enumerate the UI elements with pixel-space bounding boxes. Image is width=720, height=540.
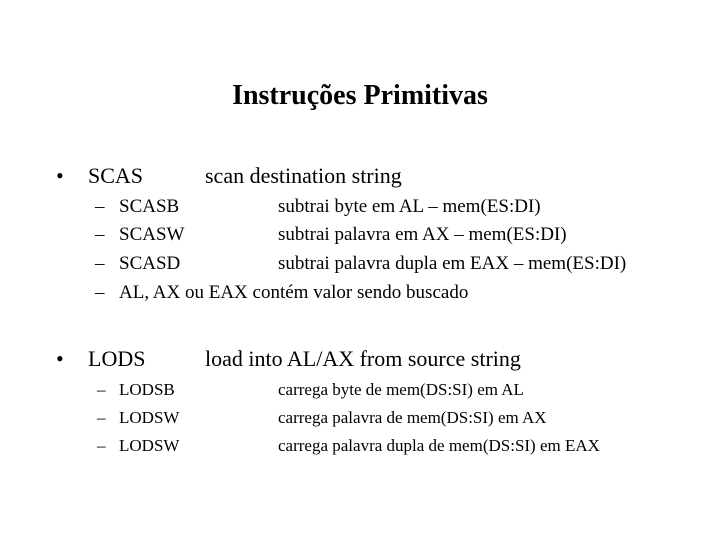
instruction-description: subtrai palavra em AX – mem(ES:DI) — [278, 224, 567, 245]
section-keyword: SCAS — [88, 163, 144, 188]
dash: – — [97, 436, 106, 455]
instruction-name: LODSW — [119, 408, 180, 427]
dash: – — [95, 224, 105, 245]
instruction-name: SCASB — [119, 196, 180, 217]
bullet: • — [56, 163, 64, 188]
instruction-name: LODSB — [119, 380, 175, 399]
dash: – — [95, 196, 105, 217]
instruction-description: carrega byte de mem(DS:SI) em AL — [278, 380, 524, 399]
dash: – — [95, 282, 105, 303]
section-keyword: LODS — [88, 346, 146, 371]
instruction-description: carrega palavra de mem(DS:SI) em AX — [278, 408, 547, 427]
bullet: • — [56, 346, 64, 371]
instruction-description: subtrai palavra dupla em EAX – mem(ES:DI) — [278, 253, 627, 274]
item-text: AL, AX ou EAX contém valor sendo buscado — [119, 282, 469, 303]
instruction-name: LODSW — [119, 436, 180, 455]
section-description: scan destination string — [205, 163, 402, 188]
instruction-description: carrega palavra dupla de mem(DS:SI) em EAX — [278, 436, 600, 455]
dash: – — [95, 253, 105, 274]
slide-title: Instruções Primitivas — [232, 80, 488, 111]
instruction-name: SCASD — [119, 253, 181, 274]
dash: – — [97, 380, 106, 399]
instruction-description: subtrai byte em AL – mem(ES:DI) — [278, 196, 541, 217]
section-description: load into AL/AX from source string — [205, 346, 521, 371]
instruction-name: SCASW — [119, 224, 185, 245]
dash: – — [97, 408, 106, 427]
